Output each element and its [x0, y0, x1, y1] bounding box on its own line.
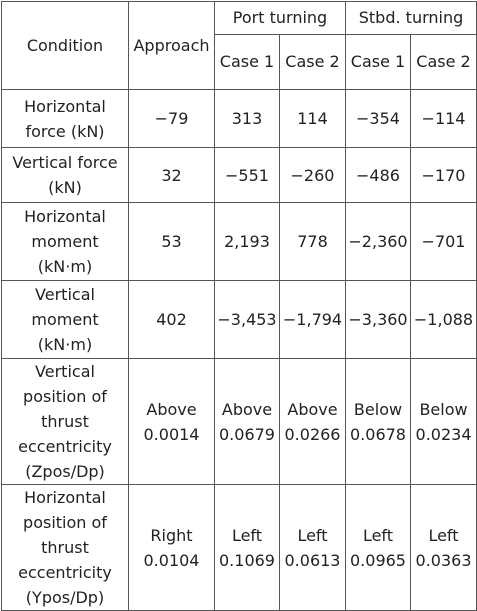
row-label: Horizontal moment (kN·m)	[2, 203, 129, 281]
table-cell: Above 0.0014	[129, 359, 215, 485]
table-cell: −3,360	[346, 281, 411, 359]
table-row	[2, 148, 477, 203]
table-cell: Right 0.0104	[129, 485, 215, 611]
header-stbd-case-1: Case 1	[346, 35, 411, 90]
header-condition: Condition	[2, 2, 129, 90]
table-cell: −114	[411, 90, 477, 148]
header-stbd-turning: Stbd. turning	[346, 2, 477, 35]
table-cell: −79	[129, 90, 215, 148]
table-cell: −3,453	[215, 281, 280, 359]
table-cell: −260	[280, 148, 346, 203]
table-cell: Left 0.0363	[411, 485, 477, 611]
table-cell: −170	[411, 148, 477, 203]
header-approach: Approach	[129, 2, 215, 90]
table-cell: Left 0.0965	[346, 485, 411, 611]
header-port-turning: Port turning	[215, 2, 346, 35]
table-row	[2, 90, 477, 148]
table-cell: −701	[411, 203, 477, 281]
row-label: Vertical moment (kN·m)	[2, 281, 129, 359]
table-cell: −354	[346, 90, 411, 148]
table-cell: Below 0.0678	[346, 359, 411, 485]
row-label: Horizontal position of thrust eccentricity (Ypos/Dp)	[2, 485, 129, 611]
row-label: Vertical force (kN)	[2, 148, 129, 203]
table-row	[2, 281, 477, 359]
table-cell: −1,794	[280, 281, 346, 359]
table-cell: 2,193	[215, 203, 280, 281]
table-cell: −2,360	[346, 203, 411, 281]
table-cell: 402	[129, 281, 215, 359]
table-cell: 32	[129, 148, 215, 203]
table-cell: Above 0.0679	[215, 359, 280, 485]
table-cell: −486	[346, 148, 411, 203]
row-label: Vertical position of thrust eccentricity (Zpos/Dp)	[2, 359, 129, 485]
row-label: Horizontal force (kN)	[2, 90, 129, 148]
table-cell: −1,088	[411, 281, 477, 359]
table-cell: 114	[280, 90, 346, 148]
table-cell: 778	[280, 203, 346, 281]
header-port-case-1: Case 1	[215, 35, 280, 90]
table-cell: Below 0.0234	[411, 359, 477, 485]
table-cell: Left 0.1069	[215, 485, 280, 611]
table-row	[2, 359, 477, 485]
table-row	[2, 485, 477, 611]
results-table	[1, 1, 477, 611]
table-row	[2, 203, 477, 281]
table-cell: Above 0.0266	[280, 359, 346, 485]
table-cell: −551	[215, 148, 280, 203]
table-cell: 53	[129, 203, 215, 281]
table-cell: Left 0.0613	[280, 485, 346, 611]
table-cell: 313	[215, 90, 280, 148]
header-stbd-case-2: Case 2	[411, 35, 477, 90]
header-port-case-2: Case 2	[280, 35, 346, 90]
